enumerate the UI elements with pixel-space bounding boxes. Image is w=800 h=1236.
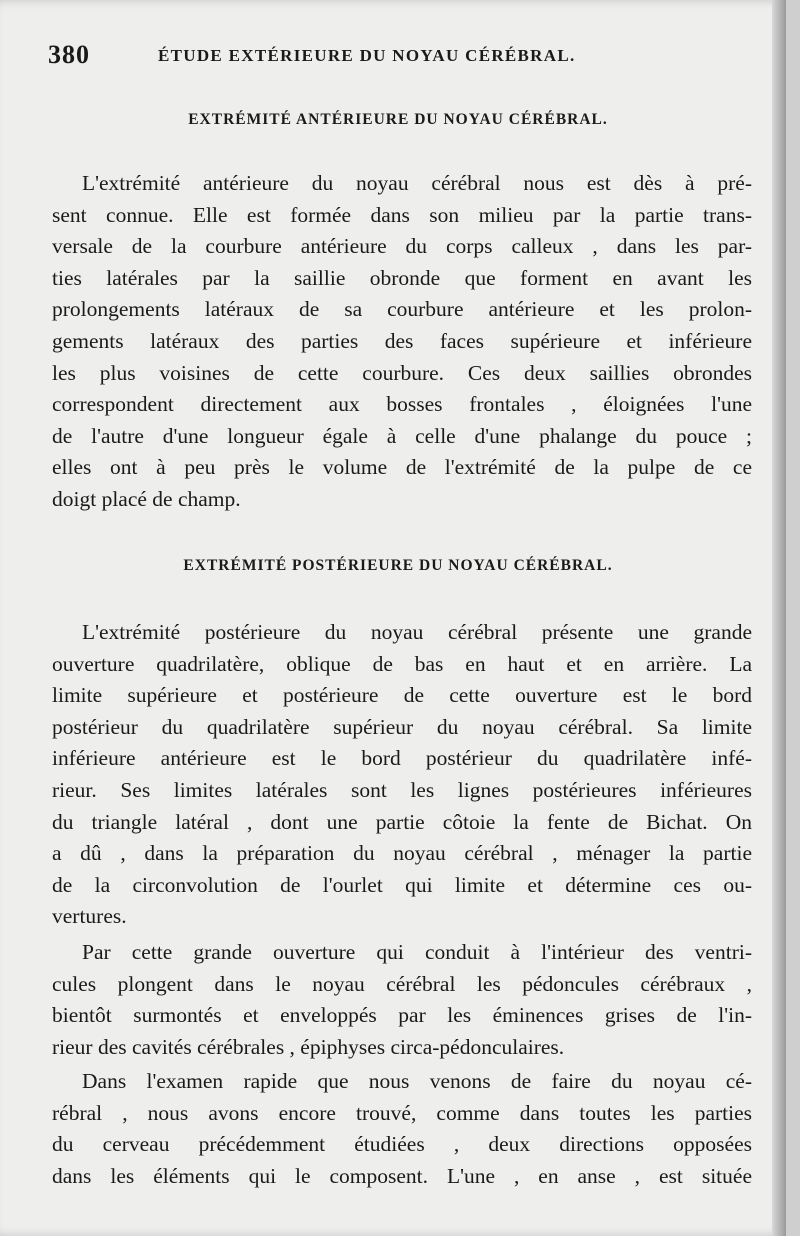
text-line: sent connue. Elle est formée dans son milieu par la partie trans-: [52, 202, 752, 227]
text-line: de l'autre d'une longueur égale à celle d'une phalange du pouce ;: [52, 423, 752, 448]
running-title: ÉTUDE EXTÉRIEURE DU NOYAU CÉRÉBRAL.: [158, 46, 576, 65]
text-line: elles ont à peu près le volume de l'extrémité de la pulpe de ce: [52, 455, 752, 480]
text-line: gements latéraux des parties des faces supérieure et inférieure: [52, 328, 752, 353]
paragraph: [52, 937, 752, 1063]
paragraph: [52, 168, 752, 516]
text-line: bientôt surmontés et enveloppés par les éminences grises de l'in-: [52, 1003, 752, 1028]
page-number: 380: [48, 40, 90, 69]
text-line: inférieure antérieure est le bord postérieur du quadrilatère infé-: [52, 746, 752, 771]
text-line: du triangle latéral , dont une partie côtoie la fente de Bichat. On: [52, 809, 752, 834]
text-line: correspondent directement aux bosses frontales , éloignées l'une: [52, 392, 752, 417]
text-line: postérieur du quadrilatère supérieur du noyau cérébral. Sa limite: [52, 714, 752, 739]
text-line: Dans l'examen rapide que nous venons de faire du noyau cé-: [82, 1069, 752, 1093]
text-line: dans les éléments qui le composent. L'une , en anse , est située: [52, 1163, 752, 1188]
text-line: doigt placé de champ.: [52, 486, 241, 511]
text-line: a dû , dans la préparation du noyau cérébral , ménager la partie: [52, 841, 752, 866]
text-line: limite supérieure et postérieure de cette ouverture est le bord: [52, 683, 752, 708]
text-line: versale de la courbure antérieure du corps calleux , dans les par-: [52, 234, 752, 259]
running-head: [48, 40, 748, 80]
text-line: prolongements latéraux de sa courbure antérieure et les prolon-: [52, 297, 752, 322]
text-line: les plus voisines de cette courbure. Ces deux saillies obrondes: [52, 360, 752, 385]
text-line: de la circonvolution de l'ourlet qui limite et détermine ces ou-: [52, 872, 752, 897]
text-line: rieur des cavités cérébrales , épiphyses circa-pédonculaires.: [52, 1034, 565, 1059]
text-line: du cerveau précédemment étudiées , deux directions opposées: [52, 1132, 752, 1157]
text-line: ouverture quadrilatère, oblique de bas en haut et en arrière. La: [52, 651, 752, 676]
page-edge: [772, 0, 786, 1236]
text-line: Par cette grande ouverture qui conduit à l'intérieur des ventri-: [82, 940, 752, 964]
text-line: ties latérales par la saillie obronde que forment en avant les: [52, 265, 752, 290]
paragraph: [52, 617, 752, 933]
section-heading-anterior: EXTRÉMITÉ ANTÉRIEURE DU NOYAU CÉRÉBRAL.: [188, 111, 608, 128]
text-line: rieur. Ses limites latérales sont les lignes postérieures inférieures: [52, 777, 752, 802]
section-heading-posterior: EXTRÉMITÉ POSTÉRIEURE DU NOYAU CÉRÉBRAL.: [183, 557, 613, 574]
text-line: L'extrémité antérieure du noyau cérébral nous est dès à pré-: [82, 171, 752, 195]
text-line: rébral , nous avons encore trouvé, comme dans toutes les parties: [52, 1100, 752, 1125]
paragraph: [52, 1066, 752, 1192]
text-line: cules plongent dans le noyau cérébral les pédoncules cérébraux ,: [52, 971, 752, 996]
text-line: vertures.: [52, 904, 127, 929]
text-line: L'extrémité postérieure du noyau cérébral présente une grande: [82, 620, 752, 644]
